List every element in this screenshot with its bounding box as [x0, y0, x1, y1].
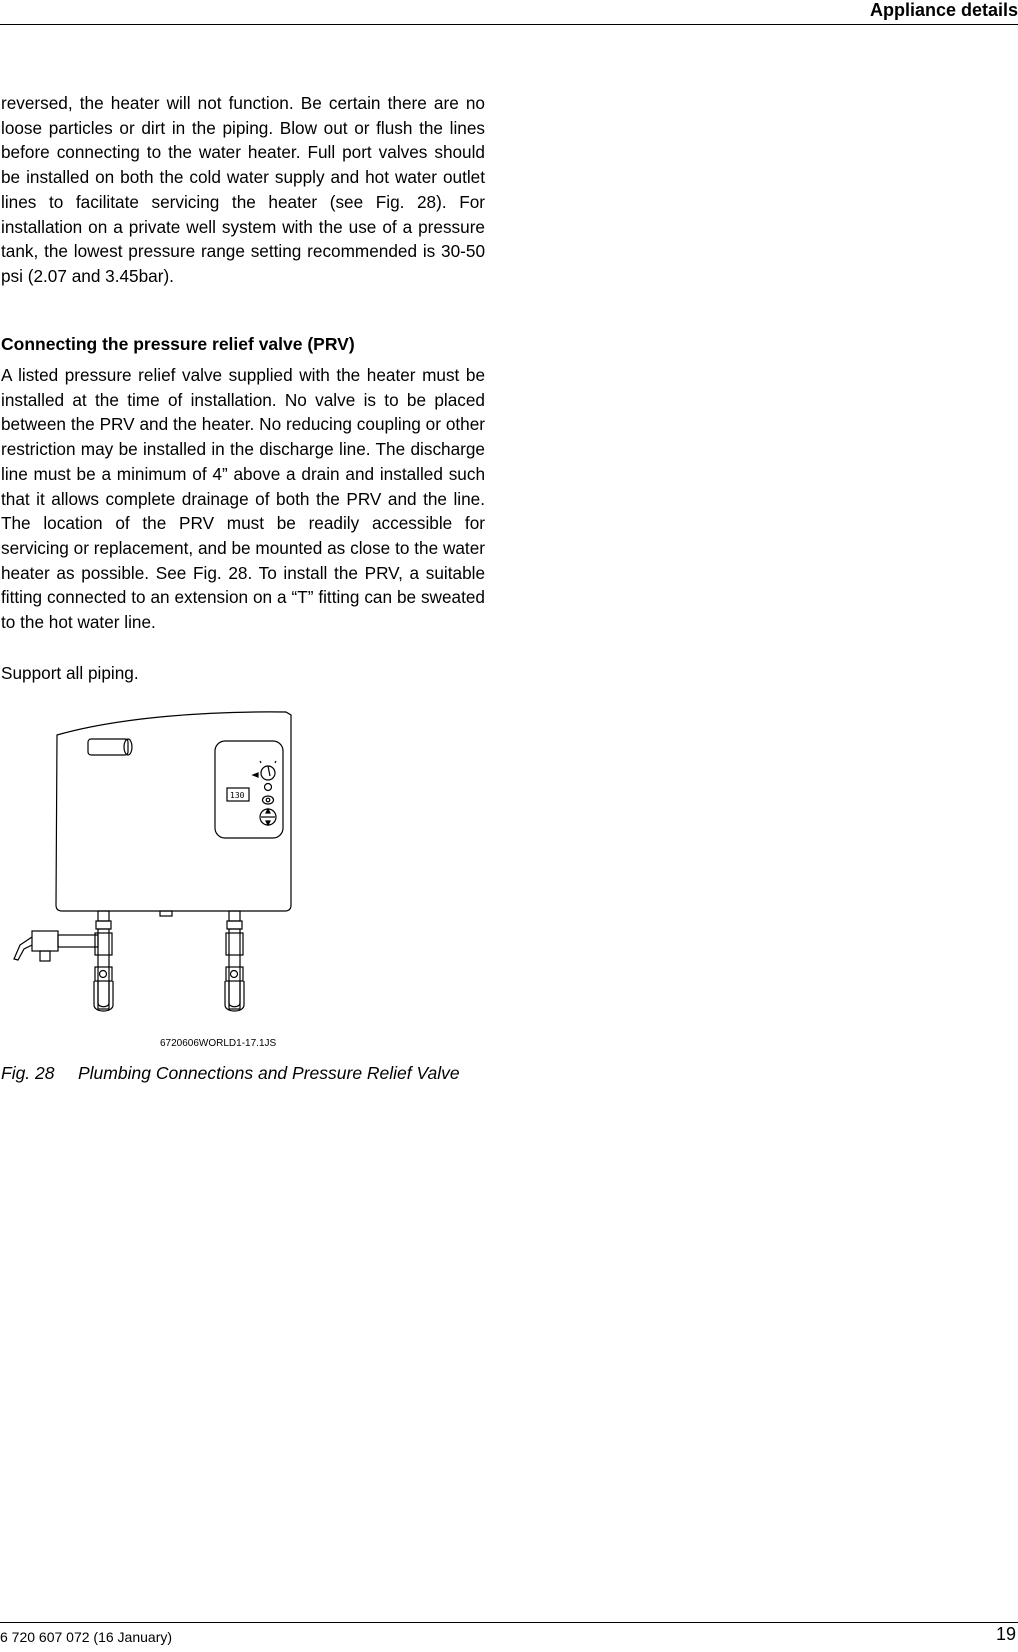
figure-caption-text: Plumbing Connections and Pressure Relief Valve: [78, 1063, 460, 1083]
document-number: 6 720 607 072 (16 January): [0, 1629, 173, 1645]
body-paragraph-support: Support all piping.: [1, 663, 139, 683]
figure-number: Fig. 28: [1, 1063, 55, 1083]
drawing-code: 6720606WORLD1-17.1JS: [160, 1038, 277, 1049]
flame-button-icon: [263, 796, 274, 804]
body-paragraph-piping: reversed, the heater will not function. Be certain there are no loose particles or dirt in the piping. Blow out or flush the lines before connecting to the water heater. Full port valves should be installed on both the cold water supply and hot water outlet lines to facilitate servicing the heater (see Fig. 28). For installation on a private well system with the use of a pressure tank, the lowest pressure range setting recommended is 30-50 psi (2.07 and 3.45bar).: [1, 93, 485, 286]
footer-divider: [0, 1622, 1018, 1623]
header-divider: [0, 24, 1018, 25]
section-title: Appliance details: [869, 0, 1018, 20]
prv-lever: [14, 937, 32, 960]
figure-plumbing-connections: [10, 705, 300, 1055]
heater-handle: [88, 739, 128, 755]
mode-button-icon: [265, 784, 272, 791]
page-number: 19: [995, 1624, 1016, 1644]
section-heading-prv: Connecting the pressure relief valve (PRV): [1, 334, 355, 354]
t-fitting: [58, 935, 98, 947]
water-heater-drawing: [10, 705, 300, 1055]
display-reading: 130: [230, 791, 245, 800]
pressure-relief-valve: [32, 931, 58, 951]
body-paragraph-prv: A listed pressure relief valve supplied with the heater must be installed at the time of installation. No valve is to be placed between the PRV and the heater. No reducing coupling or other restriction may be installed in the discharge line. The discharge line must be a minimum of 4” above a drain and installed such that it allows complete drainage of both the PRV and the line. The location of the PRV must be readily accessible for servicing or replacement, and be mounted as close to the water heater as possible. See Fig. 28. To install the PRV, a suitable fitting connected to an extension on a “T” fitting can be sweated to the hot water line.: [1, 365, 485, 633]
cold-water-pipe: [98, 911, 109, 921]
heater-body: [56, 712, 291, 911]
hot-water-pipe: [229, 911, 240, 921]
